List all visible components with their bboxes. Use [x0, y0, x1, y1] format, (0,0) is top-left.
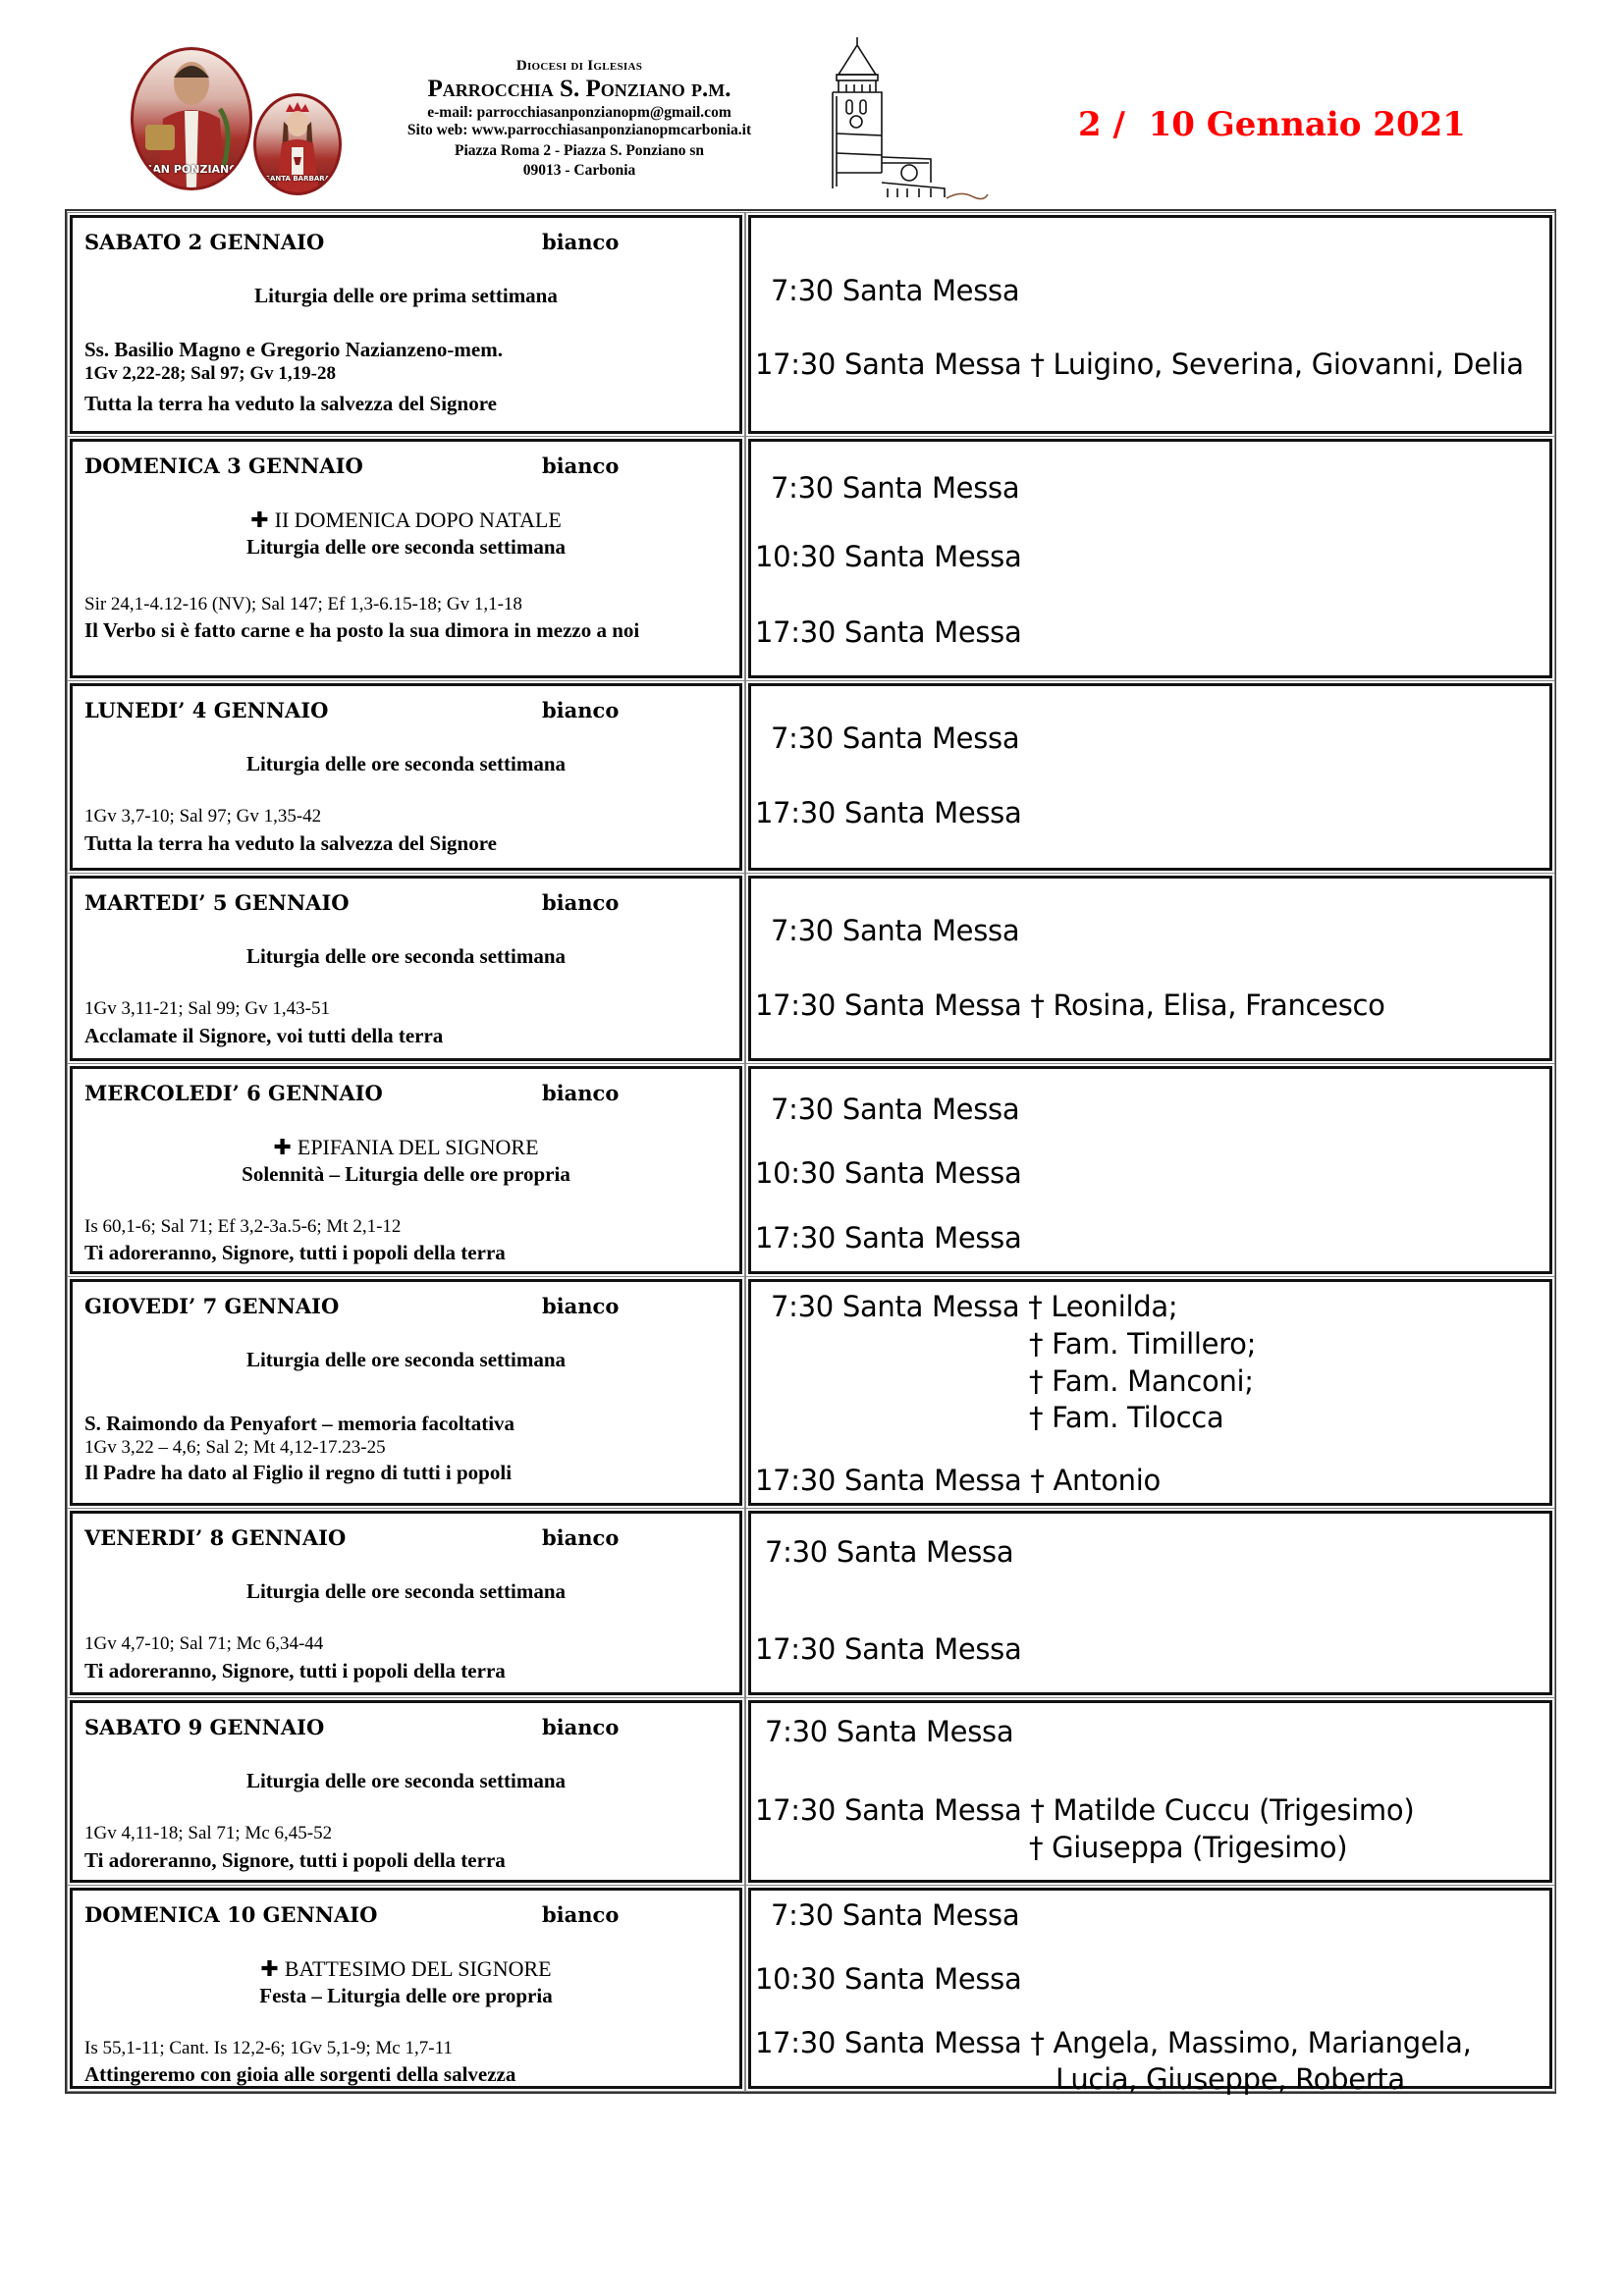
liturgical-color: bianco — [542, 1902, 620, 1927]
liturgy-hours: Liturgia delle ore seconda settimana — [245, 1769, 567, 1792]
readings: 1Gv 3,11-21; Sal 99; Gv 1,43-51 — [84, 998, 330, 1019]
cross-icon: ✚ — [273, 1136, 292, 1160]
mass-schedule-cell — [748, 1279, 1552, 1506]
mass-entry: † Fam. Manconi; — [1029, 1364, 1254, 1398]
mass-entry: † Fam. Tilocca — [1029, 1401, 1224, 1434]
day-info-cell — [70, 215, 742, 434]
day-info-cell — [70, 1279, 742, 1506]
day-title: VENERDI’ 8 GENNAIO — [84, 1525, 347, 1550]
liturgical-color: bianco — [542, 1294, 620, 1318]
mass-entry: 7:30 Santa Messa † Leonilda; — [771, 1290, 1178, 1323]
readings: 1Gv 4,11-18; Sal 71; Mc 6,45-52 — [84, 1823, 333, 1843]
day-title: GIOVEDI’ 7 GENNAIO — [84, 1294, 340, 1318]
antiphon: Ti adoreranno, Signore, tutti i popoli della terra — [84, 1659, 506, 1682]
mass-entry: 10:30 Santa Messa — [755, 540, 1022, 573]
antiphon: Il Padre ha dato al Figlio il regno di tutti i popoli — [84, 1461, 513, 1484]
liturgy-hours: Liturgia delle ore seconda settimana — [245, 535, 567, 559]
mass-schedule-cell — [748, 1511, 1552, 1695]
day-title: SABATO 9 GENNAIO — [84, 1715, 325, 1739]
logo-santa-barbara — [253, 93, 342, 195]
mass-entry: 17:30 Santa Messa — [755, 1221, 1022, 1255]
mass-schedule-cell — [748, 1066, 1552, 1274]
day-info-cell — [70, 683, 742, 871]
mass-entry: 7:30 Santa Messa — [771, 721, 1020, 755]
readings: 1Gv 3,22 – 4,6; Sal 2; Mt 4,12-17.23-25 — [84, 1437, 386, 1458]
readings: Sir 24,1-4.12-16 (NV); Sal 147; Ef 1,3-6.15-18; Gv 1,1-18 — [84, 594, 522, 614]
mass-schedule-cell — [748, 876, 1552, 1061]
day-info-cell — [70, 439, 742, 678]
mass-entry: 17:30 Santa Messa † Angela, Massimo, Mariangela, — [755, 2026, 1472, 2059]
mass-entry: 17:30 Santa Messa † Luigino, Severina, Giovanni, Delia — [755, 347, 1524, 381]
mass-entry: 17:30 Santa Messa † Matilde Cuccu (Trigesimo) — [755, 1793, 1415, 1827]
day-title: SABATO 2 GENNAIO — [84, 230, 325, 254]
readings: 1Gv 2,22-28; Sal 97; Gv 1,19-28 — [84, 363, 336, 384]
parish-city: 09013 - Carbonia — [522, 162, 636, 179]
feast-name: ✚ EPIFANIA DEL SIGNORE — [273, 1135, 539, 1160]
antiphon: Il Verbo si è fatto carne e ha posto la sua dimora in mezzo a noi — [84, 618, 640, 642]
day-title: DOMENICA 3 GENNAIO — [84, 454, 363, 478]
liturgy-hours: Liturgia delle ore seconda settimana — [245, 944, 567, 968]
liturgy-hours: Festa – Liturgia delle ore propria — [259, 1984, 553, 2007]
liturgical-color: bianco — [542, 1081, 620, 1105]
mass-entry: 7:30 Santa Messa — [771, 274, 1020, 307]
saint-of-day: Ss. Basilio Magno e Gregorio Nazianzeno-mem. — [84, 338, 503, 361]
parish-name: Parrocchia S. Ponziano p.m. — [427, 76, 731, 102]
mass-entry: 17:30 Santa Messa — [755, 796, 1022, 829]
antiphon: Tutta la terra ha veduto la salvezza del Signore — [84, 831, 497, 855]
feast-name: ✚ II DOMENICA DOPO NATALE — [250, 507, 562, 533]
liturgy-hours: Liturgia delle ore seconda settimana — [245, 1579, 567, 1603]
day-info-cell — [70, 876, 742, 1061]
liturgical-color: bianco — [542, 698, 620, 722]
readings: 1Gv 4,7-10; Sal 71; Mc 6,34-44 — [84, 1633, 324, 1654]
church-tower-icon — [825, 35, 992, 202]
antiphon: Ti adoreranno, Signore, tutti i popoli della terra — [84, 1241, 506, 1264]
mass-schedule-cell — [748, 439, 1552, 678]
saint-of-day: S. Raimondo da Penyafort – memoria facoltativa — [84, 1412, 515, 1435]
day-info-cell — [70, 1066, 742, 1274]
antiphon: Attingeremo con gioia alle sorgenti della salvezza — [84, 2062, 516, 2086]
logo-right-label: SANTA BARBARA — [264, 175, 331, 183]
mass-entry: 7:30 Santa Messa — [771, 1898, 1020, 1932]
liturgy-hours: Liturgia delle ore seconda settimana — [245, 1348, 567, 1371]
parish-email[interactable]: e-mail: parrocchiasanponzianopm@gmail.com — [427, 104, 731, 121]
day-info-cell — [70, 1511, 742, 1695]
parish-address: Piazza Roma 2 - Piazza S. Ponziano sn — [454, 142, 704, 159]
mass-entry: 10:30 Santa Messa — [755, 1156, 1022, 1190]
mass-entry: † Fam. Timillero; — [1029, 1327, 1257, 1361]
liturgy-hours: Liturgia delle ore seconda settimana — [245, 752, 567, 775]
mass-schedule-cell — [748, 1888, 1552, 2096]
mass-entry: 7:30 Santa Messa — [771, 471, 1020, 505]
cross-icon: ✚ — [260, 1957, 279, 1982]
readings: Is 60,1-6; Sal 71; Ef 3,2-3a.5-6; Mt 2,1-12 — [84, 1216, 402, 1237]
liturgical-color: bianco — [542, 230, 620, 254]
liturgical-color: bianco — [542, 1525, 620, 1550]
mass-entry: 17:30 Santa Messa — [755, 1632, 1022, 1666]
mass-schedule-cell — [748, 1700, 1552, 1883]
day-title: MERCOLEDI’ 6 GENNAIO — [84, 1081, 383, 1105]
liturgical-color: bianco — [542, 454, 620, 478]
day-title: MARTEDI’ 5 GENNAIO — [84, 890, 350, 915]
mass-entry: 17:30 Santa Messa — [755, 615, 1022, 649]
logo-left-label: SAN PONZIANO — [144, 163, 239, 176]
liturgy-hours: Solennità – Liturgia delle ore propria — [242, 1162, 570, 1186]
mass-entry: 17:30 Santa Messa † Rosina, Elisa, Francesco — [755, 988, 1385, 1022]
day-info-cell — [70, 1888, 742, 2089]
diocese-name: Diocesi di Iglesias — [515, 58, 643, 74]
antiphon: Tutta la terra ha veduto la salvezza del Signore — [84, 392, 497, 415]
logo-san-ponziano — [131, 47, 252, 190]
feast-name: ✚ BATTESIMO DEL SIGNORE — [260, 1956, 552, 1982]
page-title: 2 / 10 Gennaio 2021 — [1078, 105, 1466, 144]
mass-entry: 7:30 Santa Messa — [765, 1715, 1014, 1748]
parish-website[interactable]: Sito web: www.parrocchiasanponzianopmcarbonia.it — [406, 122, 752, 138]
antiphon: Ti adoreranno, Signore, tutti i popoli della terra — [84, 1848, 506, 1872]
mass-schedule-cell — [748, 215, 1552, 434]
mass-entry: † Giuseppa (Trigesimo) — [1029, 1831, 1348, 1864]
antiphon: Acclamate il Signore, voi tutti della terra — [84, 1024, 444, 1047]
day-info-cell — [70, 1700, 742, 1883]
cross-icon: ✚ — [250, 508, 269, 533]
mass-entry: 7:30 Santa Messa — [771, 1093, 1020, 1126]
readings: 1Gv 3,7-10; Sal 97; Gv 1,35-42 — [84, 806, 322, 827]
mass-entry: 7:30 Santa Messa — [765, 1535, 1014, 1569]
mass-entry: Lucia, Giuseppe, Roberta — [1056, 2062, 1405, 2096]
liturgical-color: bianco — [542, 1715, 620, 1739]
mass-schedule-cell — [748, 683, 1552, 871]
liturgical-color: bianco — [542, 890, 620, 915]
readings: Is 55,1-11; Cant. Is 12,2-6; 1Gv 5,1-9; Mc 1,7-11 — [84, 2038, 453, 2058]
mass-entry: 7:30 Santa Messa — [771, 914, 1020, 947]
mass-entry: 17:30 Santa Messa † Antonio — [755, 1464, 1161, 1497]
liturgy-hours: Liturgia delle ore prima settimana — [254, 284, 558, 307]
day-title: LUNEDI’ 4 GENNAIO — [84, 698, 329, 722]
day-title: DOMENICA 10 GENNAIO — [84, 1902, 378, 1927]
mass-entry: 10:30 Santa Messa — [755, 1962, 1022, 1996]
